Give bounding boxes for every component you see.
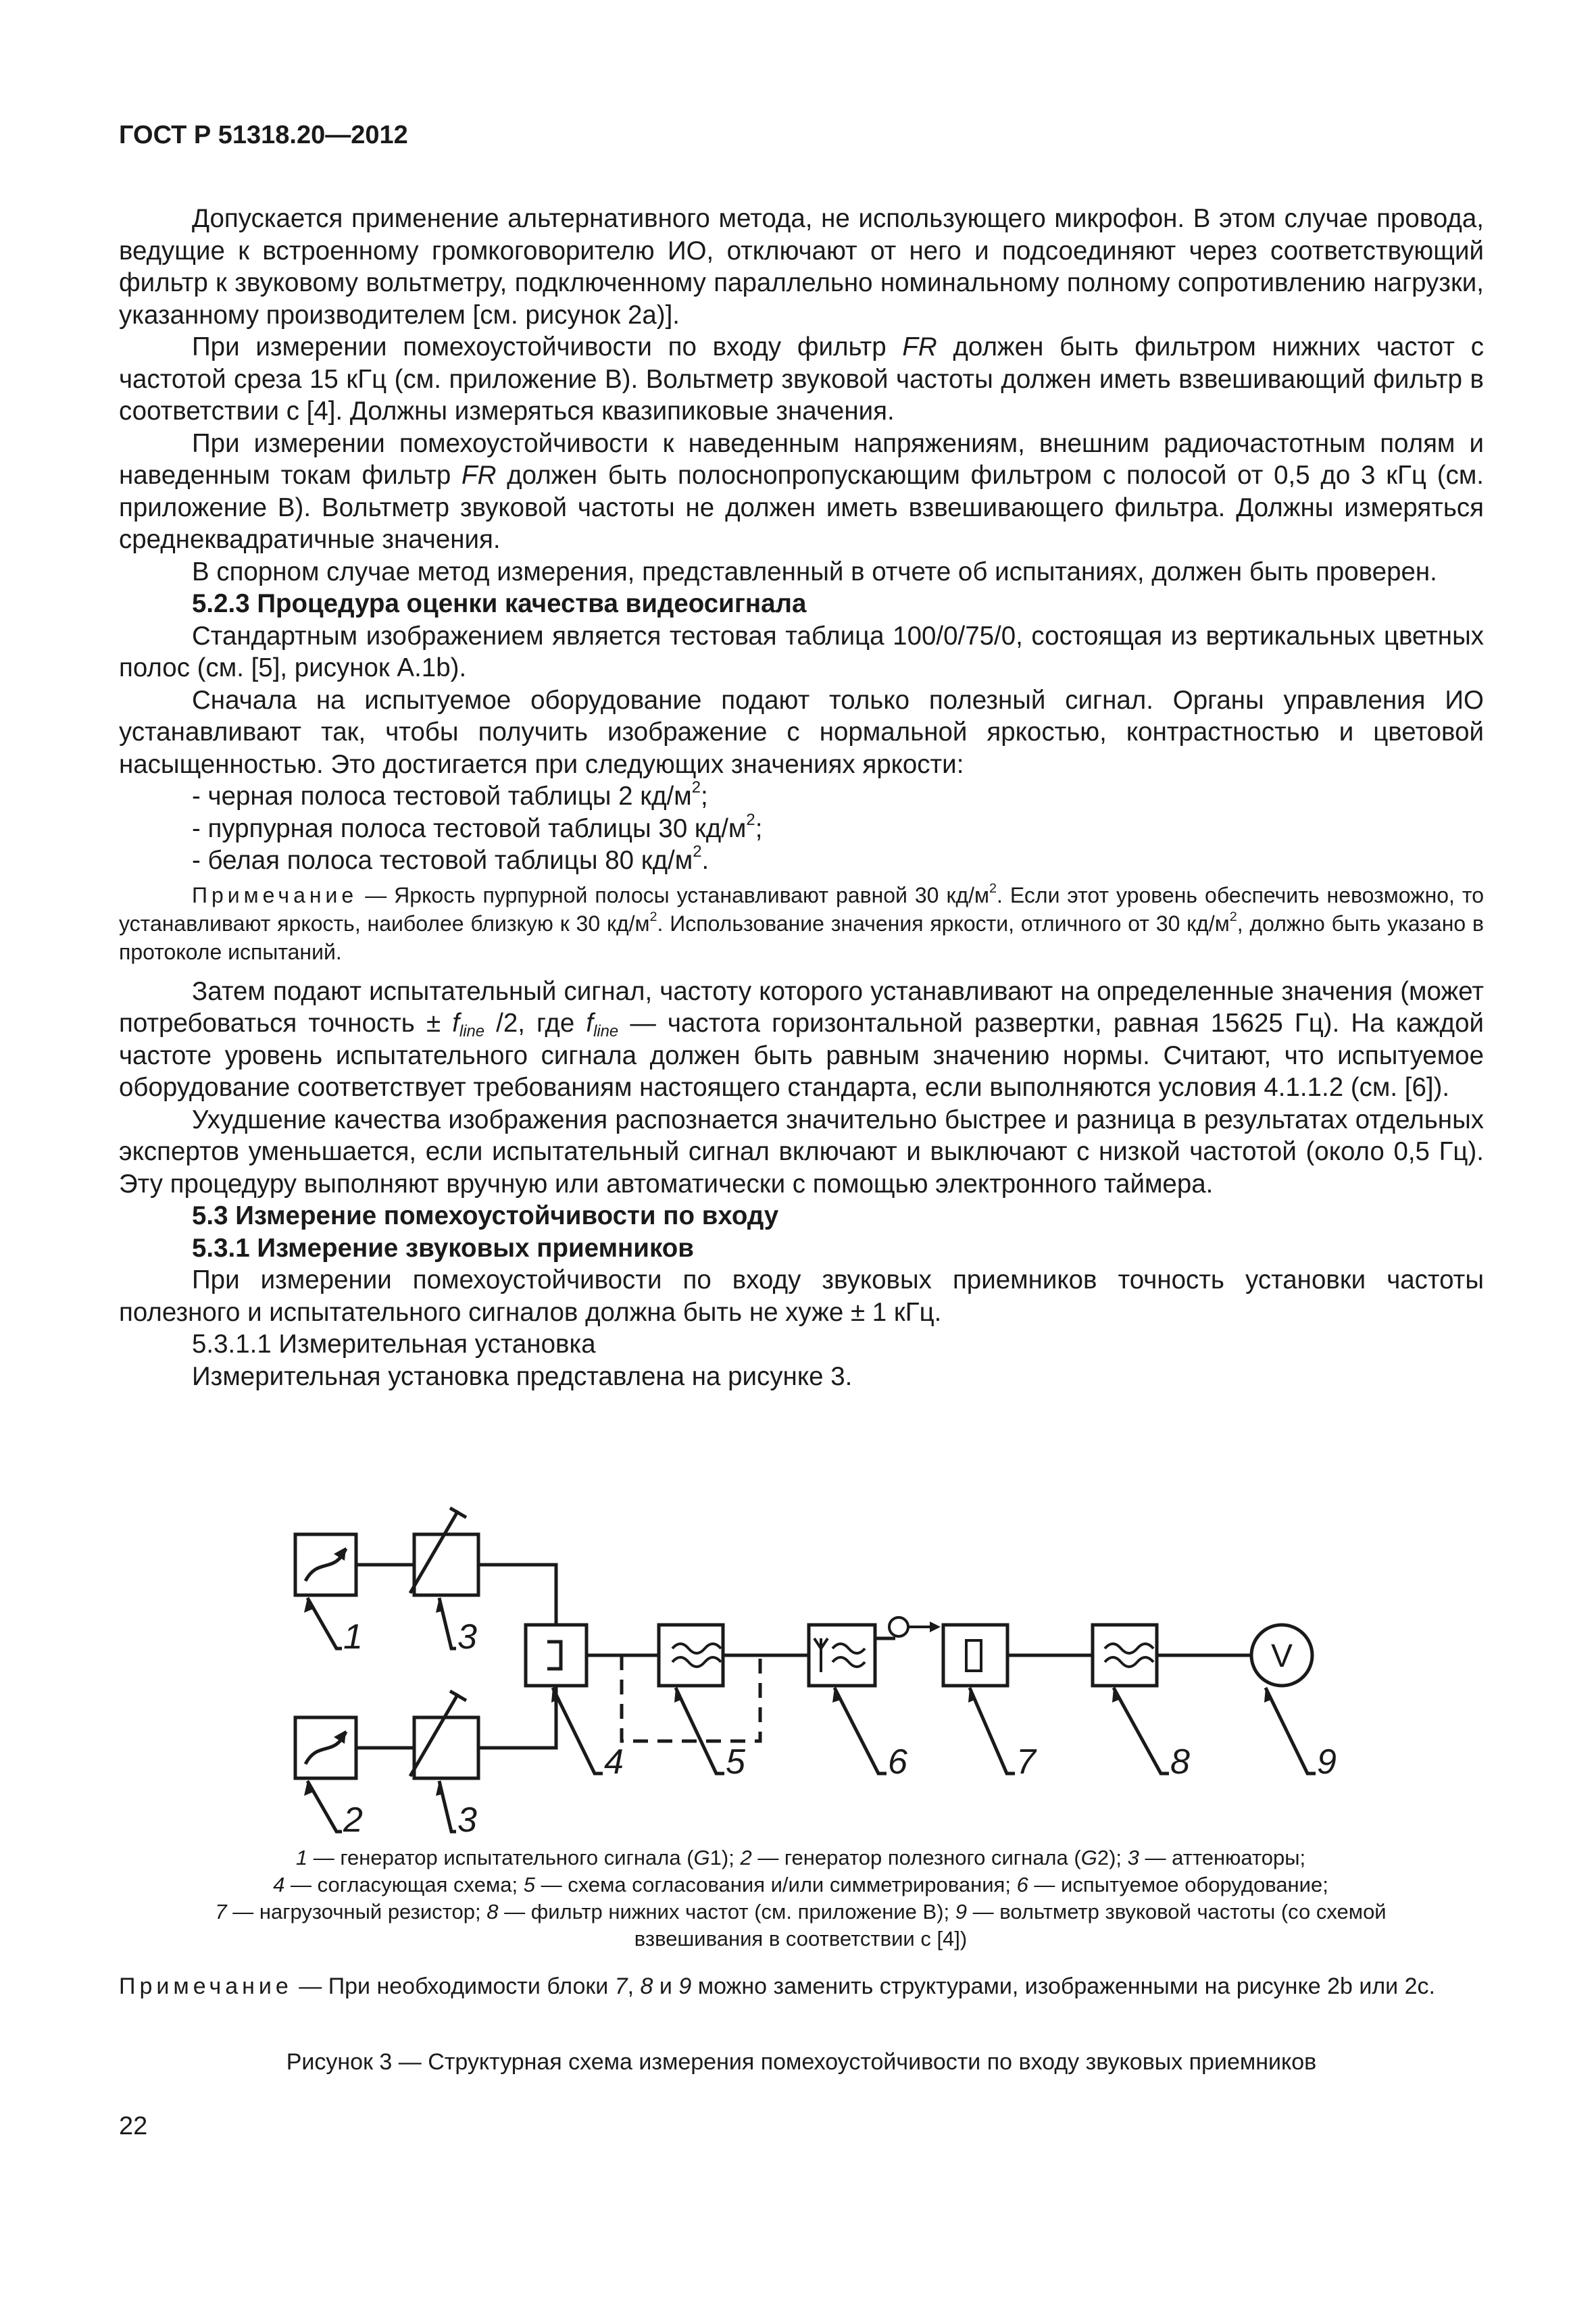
label-5: 5 [726, 1742, 745, 1782]
generator-1-block [295, 1534, 356, 1595]
label-3-bottom: 3 [457, 1801, 477, 1840]
voltmeter-label: V [1271, 1638, 1293, 1674]
list-item: - черная полоса тестовой таблицы 2 $кд/м^2$; [192, 778, 708, 811]
paragraph: При измерении помехоустойчивости к наведенным напряжениям, внешним радиочастотным полям и наведенным токам фильтр FR должен быть полоснопропускающим фильтром с полосой от 0,5 до 3 кГц (см. приложение В). Вольтметр звуковой частоты не должен иметь взвешивающего фильтра. Должны измеряться среднеквадратичные значения. [119, 428, 1484, 554]
lowpass-filter-block [1093, 1625, 1157, 1686]
eut-block [809, 1625, 875, 1686]
note: Примечание — Яркость пурпурной полосы устанавливают равной 30 $кд/м^2$. Если этот уровень обеспечить невозможно, то устанавливают яркость, наиболее близкую к 30 $кд/м^2$. Использование значения яркости, отличного от 30 $кд/м^2$, должно быть указано в протоколе испытаний. [119, 880, 1485, 964]
matching-circuit-block [526, 1625, 587, 1686]
note-label: Примечание [119, 1973, 293, 1999]
section-heading: 5.2.3 Процедура оценки качества видеосигнала [192, 589, 807, 618]
label-6: 6 [888, 1742, 907, 1782]
figure-caption: Рисунок 3 — Структурная схема измерения помехоустойчивости по входу звуковых приемников [286, 2049, 1317, 2075]
section-heading: 5.3 Измерение помехоустойчивости по входу [192, 1201, 779, 1230]
balancing-circuit-block [659, 1625, 723, 1686]
figure-legend: 1 — генератор испытательного сигнала (G1); 2 — генератор полезного сигнала (G2); 3 — аттенюаторы; 4 — согласующая схема; 5 — схема согласования и/или симметрирования; 6 — испытуемое оборудование; 7 — нагрузочный резистор; 8 — фильтр нижних частот (см. приложение В); 9 — вольтметр звуковой частоты (со схемой взвешивания в соответствии с [4]) [215, 1846, 1387, 1951]
paragraph: Сначала на испытуемое оборудование подают только полезный сигнал. Органы управления ИО устанавливают так, чтобы получить изображение с нормальной яркостью, контрастностью и цветовой насыщенностью. Это достигается при следующих значениях яркости: [119, 685, 1484, 779]
paragraph: Стандартным изображением является тестовая таблица 100/0/75/0, состоящая из вертикальных цветных полос (см. [5], рисунок А.1b). [119, 621, 1484, 682]
paragraph: Допускается применение альтернативного метода, не использующего микрофон. В этом случае провода, ведущие к встроенному громкоговорителю ИО, отключают от него и подсоединяют через соответствующий фильтр к звуковому вольтметру, подключенному параллельно номинальному полному сопротивлению нагрузки, указанному производителем [см. рисунок 2а)]. [119, 204, 1484, 330]
label-7: 7 [1016, 1742, 1036, 1782]
label-3-top: 3 [457, 1617, 477, 1657]
load-resistor-block [943, 1625, 1007, 1686]
note-label: Примечание [192, 882, 358, 907]
voltmeter-circle [1251, 1625, 1312, 1686]
body-text [119, 203, 1484, 1392]
section-heading: 5.3.1 Измерение звуковых приемников [192, 1233, 694, 1263]
label-8: 8 [1170, 1742, 1190, 1782]
figure-note: Примечание — При необходимости блоки 7, 8 и 9 можно заменить структурами, изображенными на рисунке 2b или 2c. [119, 1973, 1435, 1999]
label-2: 2 [343, 1801, 363, 1840]
attenuator-3-top-block [414, 1534, 478, 1595]
paragraph: Затем подают испытательный сигнал, частоту которого устанавливают на определенные значения (может потребоваться точность ± $f_{line}$ /2, где $f_{line}$ — частота горизонтальной развертки, равная 15625 Гц). На каждой частоте уровень испытательного сигнала должен быть равным значению нормы. Считают, что испытуемое оборудование соответствует требованиям настоящего стандарта, если выполняются условия 4.1.1.2 (см. [6]). [119, 976, 1484, 1102]
label-1: 1 [343, 1617, 363, 1657]
paragraph: Измерительная установка представлена на рисунке 3. [192, 1361, 853, 1391]
paragraph: В спорном случае метод измерения, представленный в отчете об испытаниях, должен быть проверен. [192, 557, 1437, 586]
list-item: - белая полоса тестовой таблицы 80 $кд/м^2$. [192, 842, 709, 875]
label-9: 9 [1317, 1742, 1337, 1782]
paragraph: При измерении помехоустойчивости по входу фильтр FR должен быть фильтром нижних частот с частотой среза 15 кГц (см. приложение В). Вольтметр звуковой частоты должен иметь взвешивающий фильтр в соответствии с [4]. Должны измеряться квазипиковые значения. [119, 332, 1484, 426]
paragraph: Ухудшение качества изображения распознается значительно быстрее и разница в результатах отдельных экспертов уменьшается, если испытательный сигнал включают и выключают с низкой частотой (около 0,5 Гц). Эту процедуру выполняют вручную или автоматически с помощью электронного таймера. [119, 1105, 1484, 1199]
generator-2-block [295, 1717, 356, 1778]
label-4: 4 [604, 1742, 624, 1782]
attenuator-3-bottom-block [414, 1717, 478, 1778]
document-header: ГОСТ Р 51318.20—2012 [119, 121, 408, 149]
paragraph: При измерении помехоустойчивости по входу звуковых приемников точность установки частоты полезного и испытательного сигналов должна быть не хуже ± 1 кГц. [119, 1265, 1484, 1327]
paragraph: 5.3.1.1 Измерительная установка [192, 1330, 596, 1359]
list-item: - пурпурная полоса тестовой таблицы 30 $кд/м^2$; [192, 810, 763, 843]
page-number: 22 [119, 2112, 148, 2140]
